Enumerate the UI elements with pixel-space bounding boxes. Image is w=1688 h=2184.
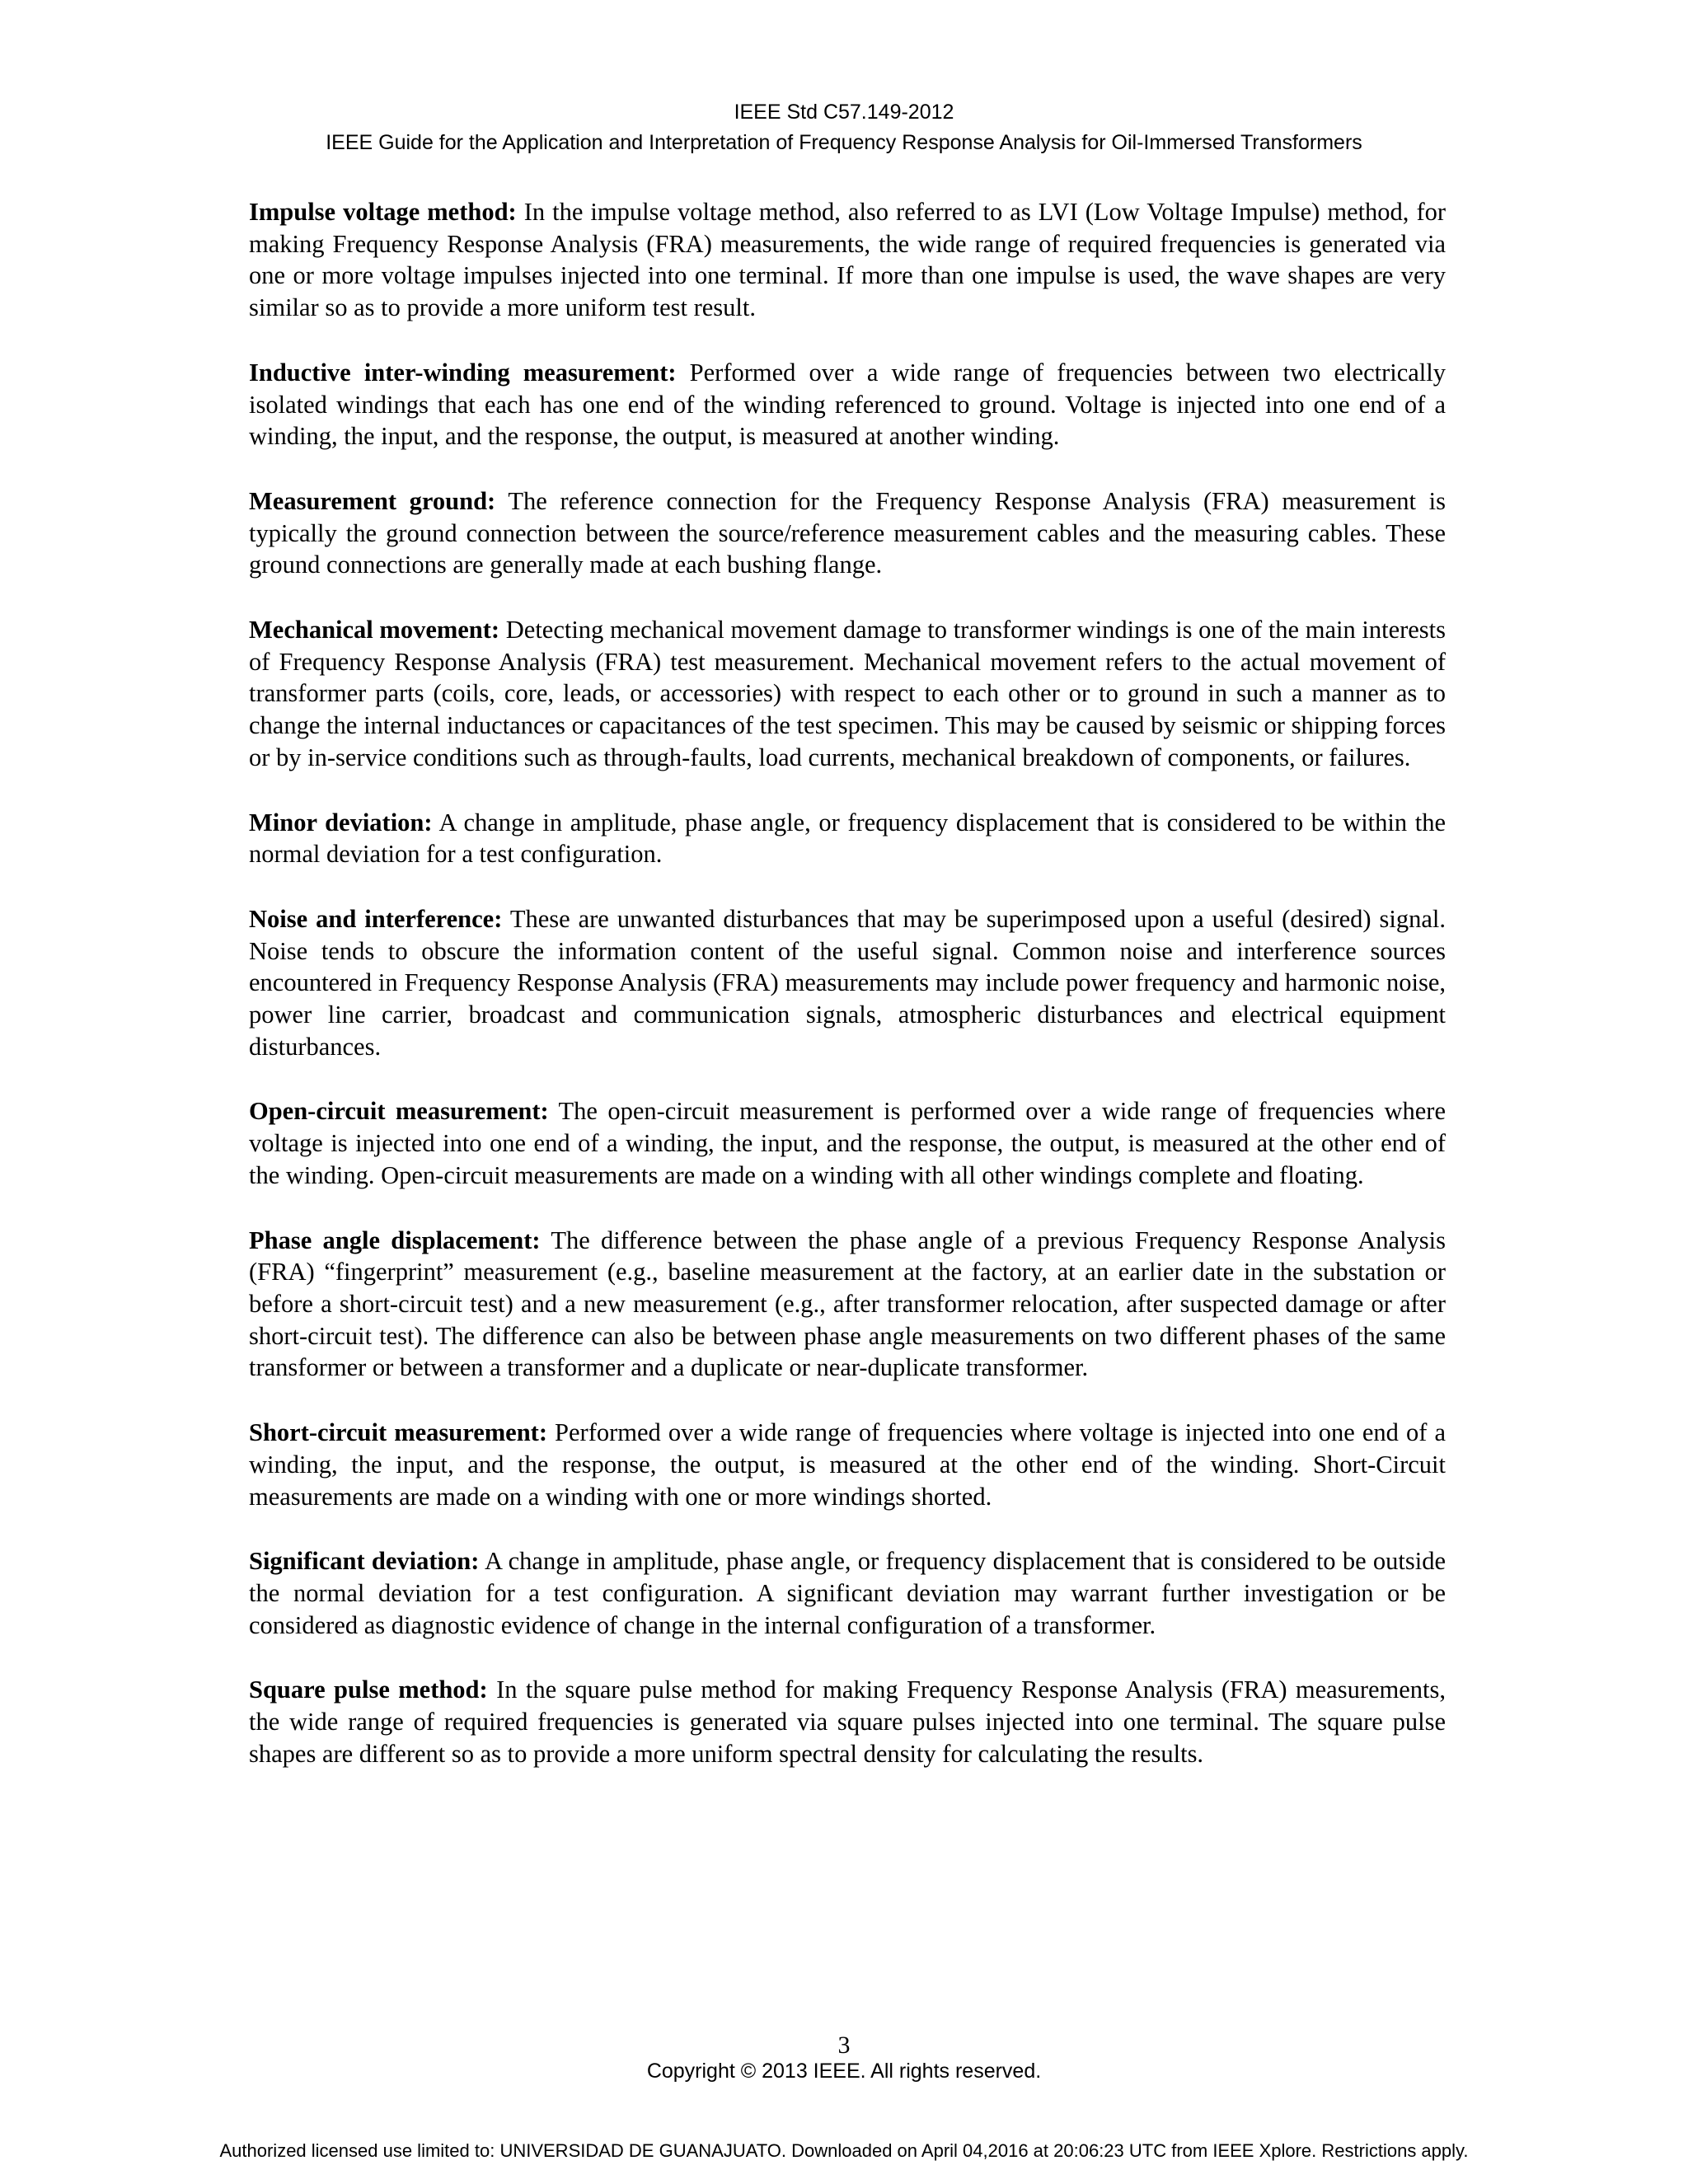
definition-term: Mechanical movement: (249, 616, 500, 644)
definition-term: Noise and interference: (249, 904, 503, 933)
definition-text: A change in amplitude, phase angle, or frequency displacement that is considered to be within the normal deviation for a test configuration. (249, 808, 1446, 869)
document-title: IEEE Guide for the Application and Interpretation of Frequency Response Analysis for Oil-Immersed Transformers (326, 131, 1362, 154)
definition-text: Performed over a wide range of frequencies where voltage is injected into one end of a winding, the input, and the response, the output, is measured at the other end of the winding. Short-Circuit measurements are made on a winding with one or more windings shorted. (249, 1418, 1446, 1511)
definition-term: Impulse voltage method: (249, 198, 517, 226)
definition-term: Inductive inter-winding measurement: (249, 358, 677, 387)
copyright-notice: Copyright © 2013 IEEE. All rights reserved. (646, 2060, 1042, 2083)
definition-term: Phase angle displacement: (249, 1226, 541, 1254)
definition-term: Short-circuit measurement: (249, 1418, 547, 1447)
definition-term: Square pulse method: (249, 1675, 488, 1704)
definition-text: In the impulse voltage method, also referred to as LVI (Low Voltage Impulse) method, for making Frequency Response Analysis (FRA) measurements, the wide range of required frequencies is generated via one or more voltage impulses injected into one terminal. If more than one impulse is used, the wave shapes are very similar so as to provide a more uniform test result. (249, 198, 1447, 322)
definition-text: The difference between the phase angle of a previous Frequency Response Analysis (FRA) “fingerprint” measurement (e.g., baseline measurement at the factory, at an earlier date in the substation or before a short-circuit test) and a new measurement (e.g., after transformer relocation, after suspected damage or after short-circuit test). The difference can also be between phase angle measurements on two different phases of the same transformer or between a transformer and a duplicate or near-duplicate transformer. (249, 1226, 1447, 1382)
definition-entry (249, 1674, 1446, 1769)
definition-term: Minor deviation: (249, 808, 433, 837)
definition-term: Open-circuit measurement: (249, 1097, 549, 1126)
definition-text: Performed over a wide range of frequencies between two electrically isolated windings that each has one end of the winding referenced to ground. Voltage is injected into one end of a winding, the input, and the response, the output, is measured at another winding. (249, 358, 1446, 451)
definition-text: In the square pulse method for making Frequency Response Analysis (FRA) measurements, the wide range of required frequencies is generated via square pulses injected into one terminal. The square pulse shapes are different so as to provide a more uniform spectral density for calculating the results. (249, 1675, 1446, 1768)
definition-text: Detecting mechanical movement damage to transformer windings is one of the main interests of Frequency Response Analysis (FRA) test measurement. Mechanical movement refers to the actual movement of transformer parts (coils, core, leads, or accessories) with respect to each other or to ground in such a manner as to change the internal inductances or capacitances of the test specimen. This may be caused by seismic or shipping forces or by in-service conditions such as through-faults, load currents, mechanical breakdown of components, or failures. (249, 616, 1447, 771)
definition-entry (249, 903, 1446, 1063)
definition-entry (249, 1417, 1446, 1512)
definition-entry (249, 1545, 1446, 1641)
definition-text: The reference connection for the Frequency Response Analysis (FRA) measurement is typically the ground connection between the source/reference measurement cables and the measuring cables. These ground connections are generally made at each bushing flange. (249, 486, 1446, 579)
definition-entry (249, 357, 1446, 452)
definition-text: These are unwanted disturbances that may be superimposed upon a useful (desired) signal. Noise tends to obscure the information content of the useful signal. Common noise and interference sources encountered in Frequency Response Analysis (FRA) measurements may include power frequency and harmonic noise, power line carrier, broadcast and communication signals, atmospheric disturbances and electrical equipment disturbances. (249, 904, 1447, 1061)
definition-text: A change in amplitude, phase angle, or frequency displacement that is considered to be outside the normal deviation for a test configuration. A significant deviation may warrant further investigation or be considered as diagnostic evidence of change in the internal configuration of a transformer. (249, 1547, 1446, 1639)
definition-term: Significant deviation: (249, 1547, 480, 1576)
license-notice: Authorized licensed use limited to: UNIVERSIDAD DE GUANAJUATO. Downloaded on April 04,2016 at 20:06:23 UTC from IEEE Xplore. Restrictions apply. (219, 2140, 1469, 2161)
definition-entry (249, 1225, 1446, 1385)
definition-entry (249, 196, 1446, 324)
standard-number: IEEE Std C57.149-2012 (734, 101, 954, 124)
definitions-list (249, 196, 1446, 1802)
definition-entry (249, 1095, 1446, 1191)
definition-term: Measurement ground: (249, 486, 496, 515)
definition-entry (249, 485, 1446, 581)
definition-text: The open-circuit measurement is performed over a wide range of frequencies where voltage is injected into one end of a winding, the input, and the response, the output, is measured at the other end of the winding. Open-circuit measurements are made on a winding with all other windings complete and floating. (249, 1097, 1446, 1189)
page-header (0, 97, 1688, 158)
definition-entry (249, 807, 1446, 870)
page-number: 3 (837, 2032, 851, 2059)
definition-entry (249, 614, 1446, 774)
